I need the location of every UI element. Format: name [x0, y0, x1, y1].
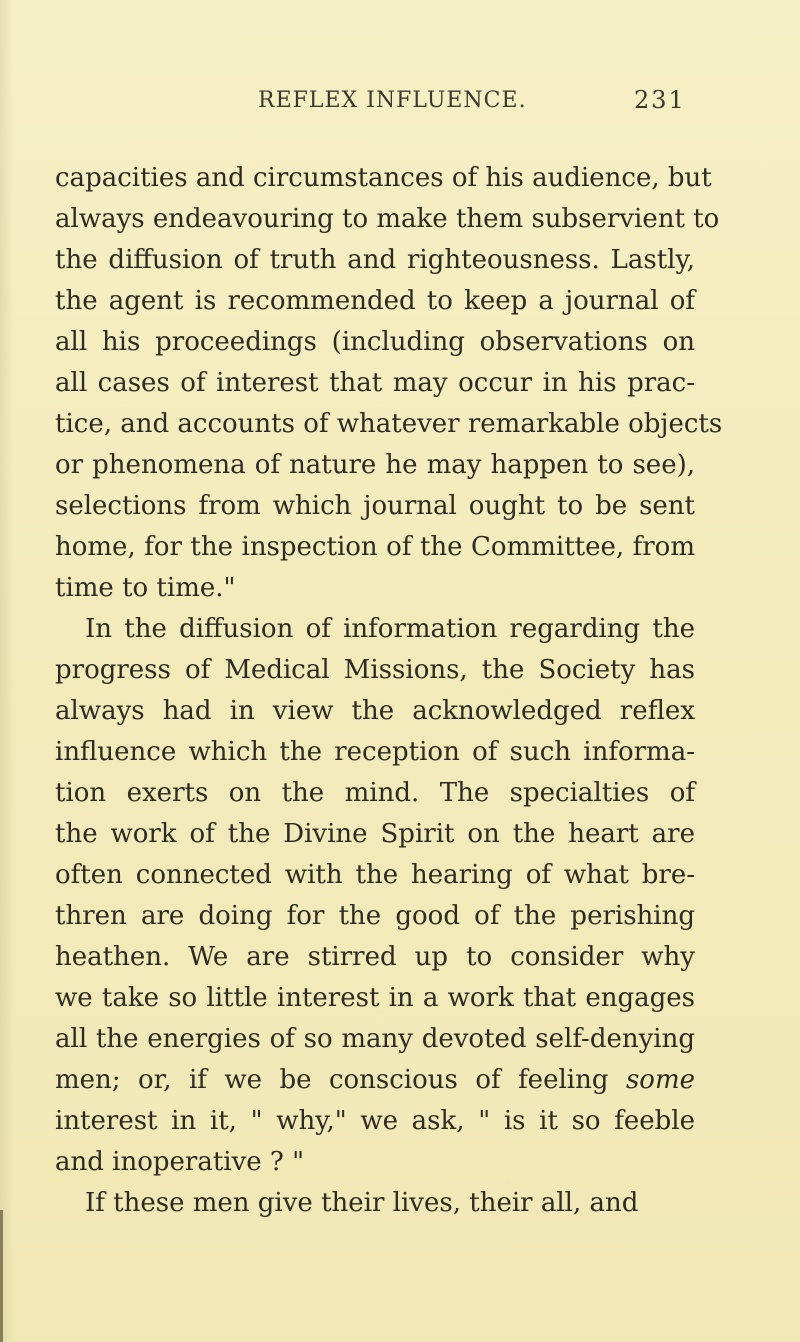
- running-title: REFLEX INFLUENCE.: [258, 88, 527, 113]
- text-line: capacities and circumstances of his audience, but: [55, 163, 712, 193]
- text-line-paragraph-start: If these men give their lives, their all, and: [85, 1188, 639, 1218]
- text-line: home, for the inspection of the Committee, from: [55, 532, 695, 562]
- text-line: time to time.": [55, 573, 236, 603]
- body-text: [55, 158, 723, 1224]
- text-line: tice, and accounts of whatever remarkable objects: [55, 409, 723, 439]
- text-line: all cases of interest that may occur in his prac-: [55, 368, 695, 398]
- text-line: often connected with the hearing of what bre-: [55, 860, 695, 890]
- text-line-with-emphasis: [55, 1060, 695, 1101]
- text-line: always had in view the acknowledged reflex: [55, 696, 695, 726]
- text-line: all his proceedings (including observations on: [55, 327, 695, 357]
- page-edge-shadow: [0, 0, 14, 1342]
- emphasized-word: some: [625, 1065, 695, 1095]
- text-line: interest in it, " why," we ask, " is it so feeble: [55, 1106, 695, 1136]
- text-line: always endeavouring to make them subservient to: [55, 204, 720, 234]
- text-line: the agent is recommended to keep a journal of: [55, 286, 695, 316]
- text-line: influence which the reception of such informa-: [55, 737, 695, 767]
- text-line: thren are doing for the good of the perishing: [55, 901, 695, 931]
- text-line-paragraph-start: In the diffusion of information regarding the: [85, 614, 695, 644]
- text-line: heathen. We are stirred up to consider why: [55, 942, 695, 972]
- text-line: the work of the Divine Spirit on the heart are: [55, 819, 695, 849]
- text-line: all the energies of so many devoted self-denying: [55, 1024, 695, 1054]
- text-line: and inoperative ? ": [55, 1147, 305, 1177]
- page-number: 231: [634, 86, 686, 114]
- text-segment: men; or, if we be conscious of feeling: [55, 1065, 609, 1095]
- text-line: we take so little interest in a work that engages: [55, 983, 695, 1013]
- text-line: tion exerts on the mind. The specialties of: [55, 778, 695, 808]
- text-line: the diffusion of truth and righteousness. Lastly,: [55, 245, 695, 275]
- running-head: [258, 88, 688, 118]
- text-line: progress of Medical Missions, the Society has: [55, 655, 695, 685]
- text-line: selections from which journal ought to be sent: [55, 491, 695, 521]
- text-line: or phenomena of nature he may happen to see),: [55, 450, 695, 480]
- page-edge-mark: [0, 1210, 3, 1342]
